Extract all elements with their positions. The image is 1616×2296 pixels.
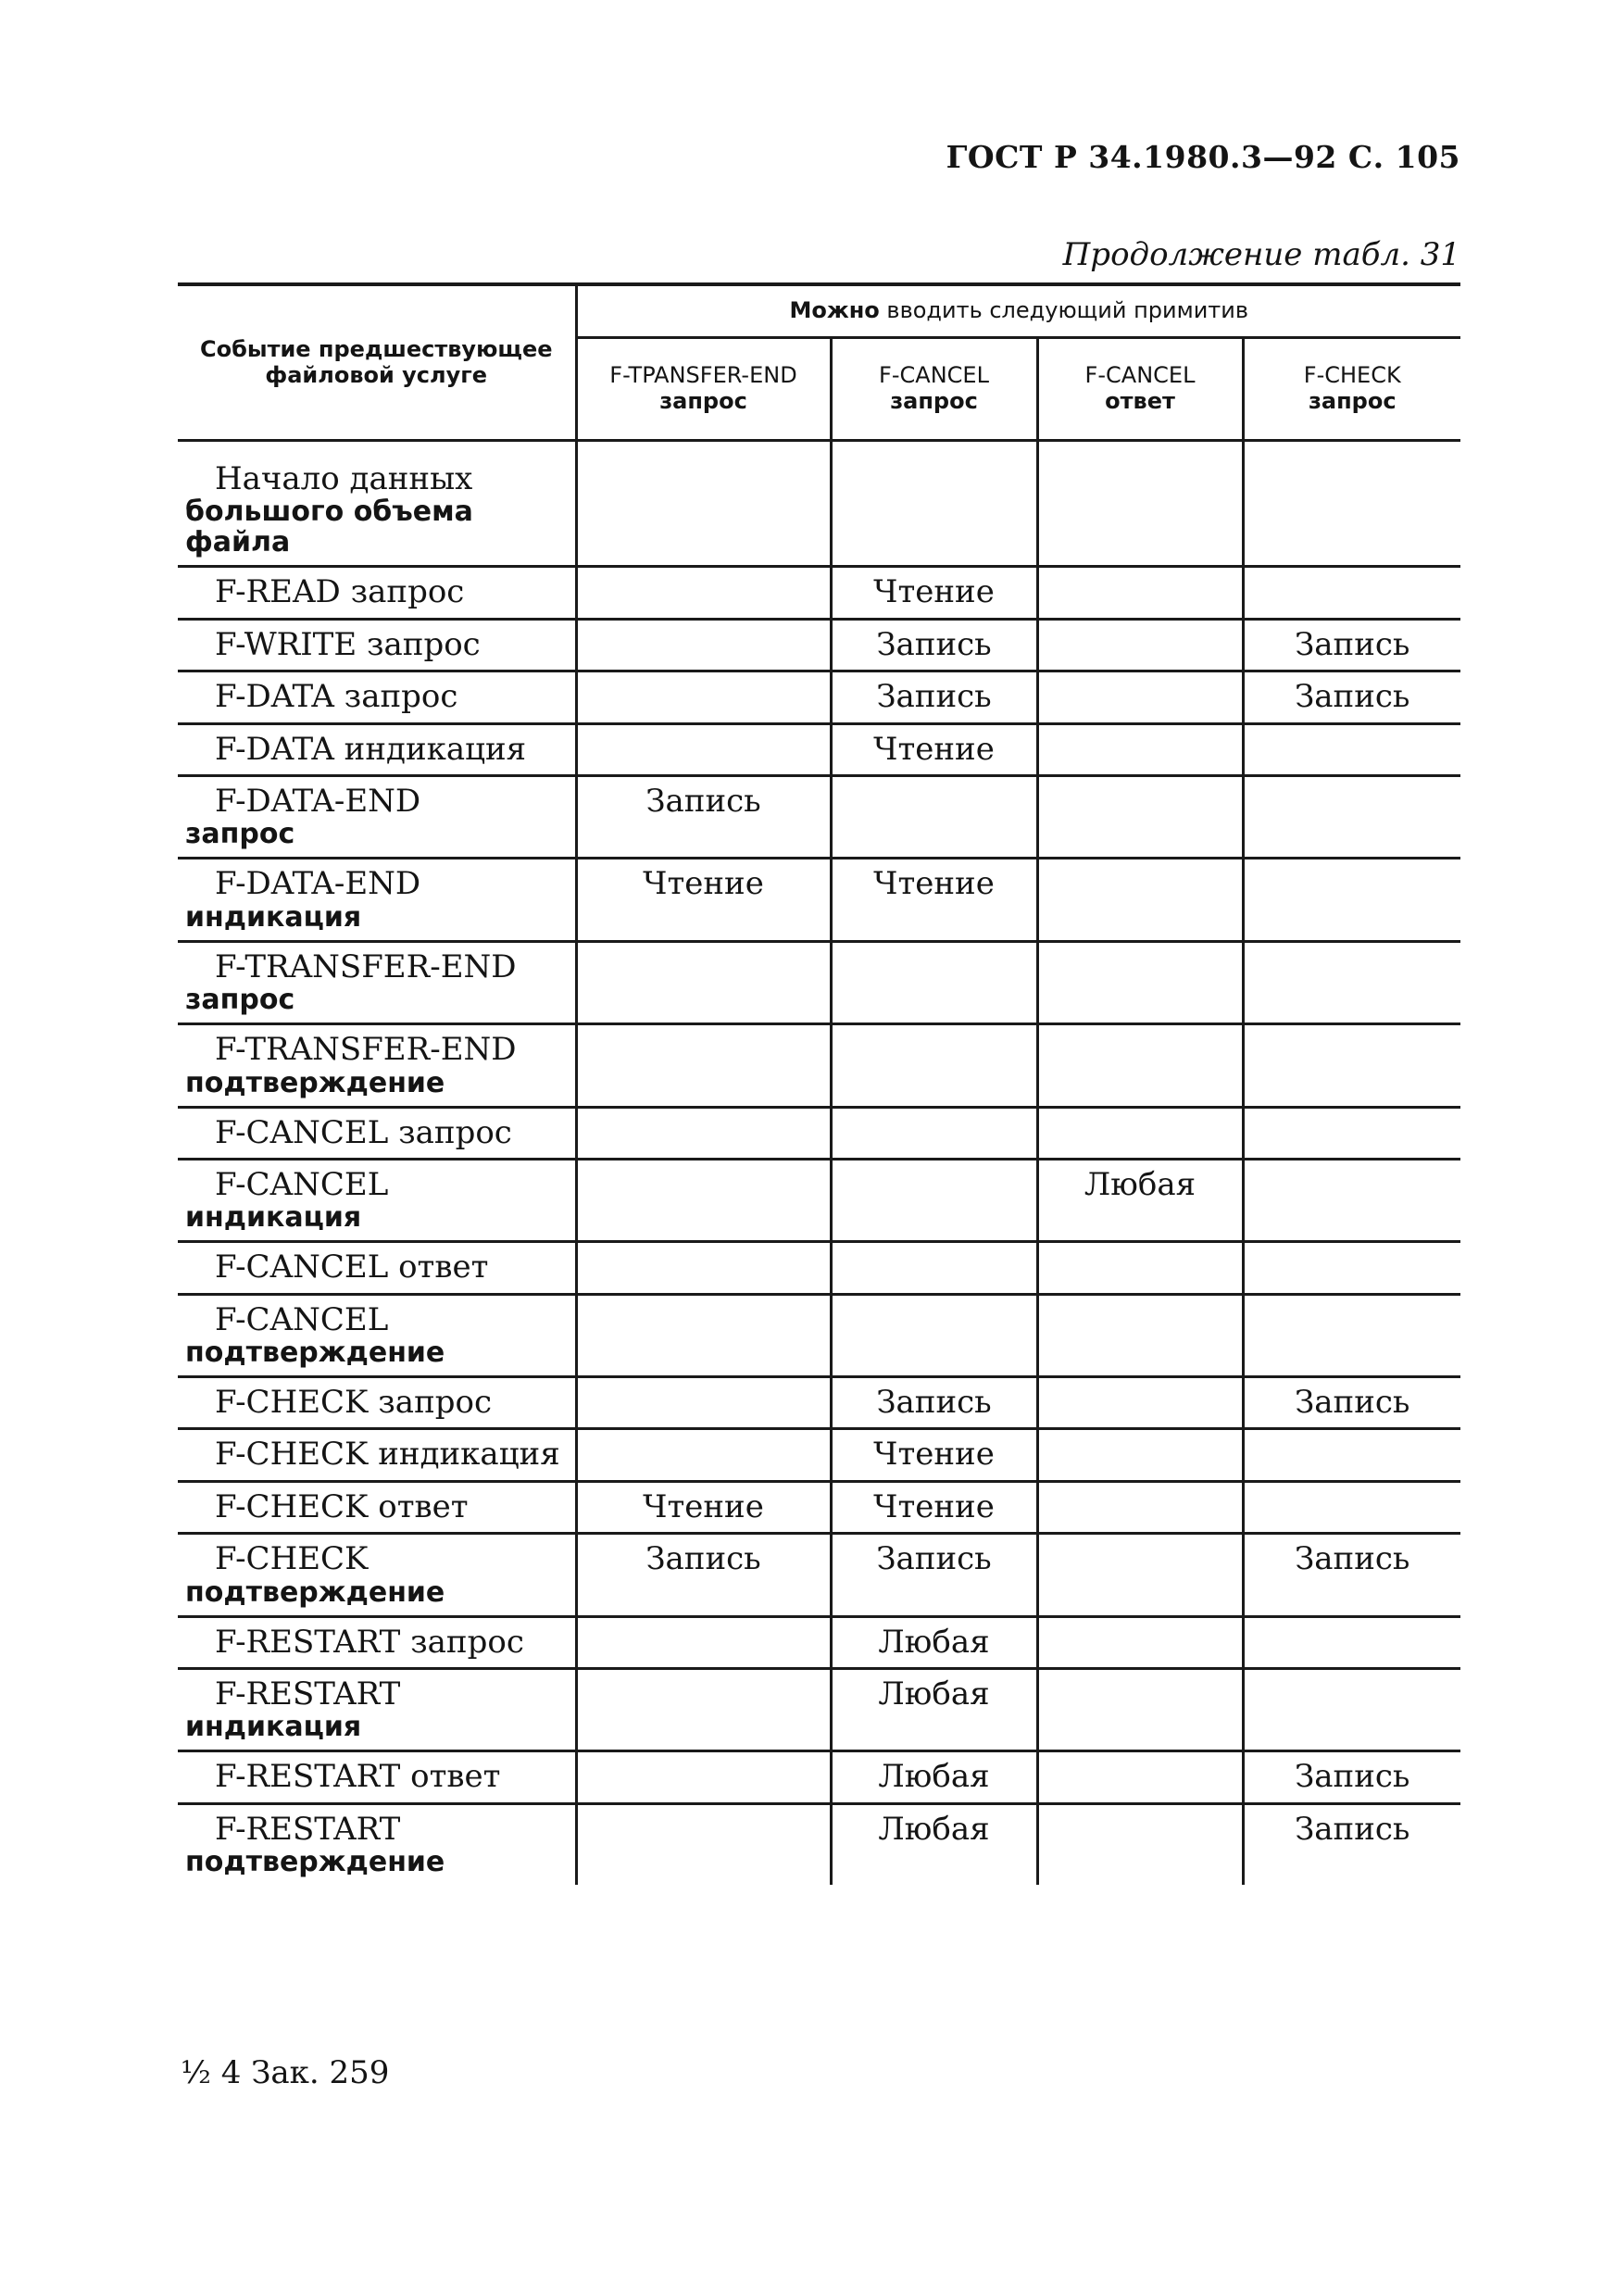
event-line2: индикация — [185, 900, 362, 934]
value-cell — [831, 1294, 1037, 1376]
table-row — [178, 1159, 1460, 1241]
table-row — [178, 723, 1460, 775]
value-cell — [831, 1242, 1037, 1294]
value-cell — [831, 941, 1037, 1023]
footer-note: ½ 4 Зак. 259 — [181, 2054, 390, 2091]
value-cell — [1243, 567, 1460, 619]
event-line1: F-DATA-END — [215, 865, 421, 903]
value-cell — [1243, 1159, 1460, 1241]
table-row — [178, 1751, 1460, 1803]
value-cell — [576, 1803, 831, 1885]
value-cell — [1243, 1616, 1460, 1668]
value-cell: Чтение — [831, 859, 1037, 941]
column-header — [831, 338, 1037, 441]
value-cell — [576, 1294, 831, 1376]
event-line1: F-DATA индикация — [215, 730, 527, 768]
event-line2: запрос — [185, 818, 295, 851]
table-row — [178, 1377, 1460, 1429]
group-header-lead: Можно — [789, 297, 880, 324]
column-header-line1: F-TPANSFER-END — [609, 362, 797, 389]
table-row — [178, 1024, 1460, 1107]
value-cell: Любая — [1037, 1159, 1243, 1241]
table-row — [178, 619, 1460, 671]
value-cell — [576, 455, 831, 567]
value-cell: Запись — [1243, 1377, 1460, 1429]
value-cell — [831, 455, 1037, 567]
event-cell — [178, 1429, 576, 1481]
table-row — [178, 775, 1460, 858]
event-line2: подтверждение — [185, 1575, 445, 1609]
value-cell: Чтение — [831, 1429, 1037, 1481]
value-cell — [1243, 723, 1460, 775]
table-row — [178, 941, 1460, 1023]
value-cell: Запись — [1243, 1534, 1460, 1616]
value-cell — [1037, 1669, 1243, 1751]
event-cell — [178, 859, 576, 941]
event-line1: F-CANCEL запрос — [215, 1113, 512, 1151]
value-cell — [1243, 1669, 1460, 1751]
value-cell — [831, 1159, 1037, 1241]
primitives-table — [178, 282, 1460, 1885]
value-cell — [1037, 1377, 1243, 1429]
value-cell — [576, 671, 831, 723]
value-cell: Чтение — [831, 1481, 1037, 1533]
table-row — [178, 1616, 1460, 1668]
event-cell — [178, 1024, 576, 1107]
event-line2: большого объема файла — [185, 496, 473, 559]
column-header-line2: запрос — [1308, 388, 1397, 414]
value-cell — [1243, 1242, 1460, 1294]
event-line1: F-CANCEL ответ — [215, 1248, 489, 1286]
event-line2: индикация — [185, 1201, 362, 1235]
event-line1: F-TRANSFER-END — [215, 1031, 517, 1069]
table-row — [178, 1429, 1460, 1481]
event-cell — [178, 455, 576, 567]
event-cell — [178, 1669, 576, 1751]
value-cell: Запись — [831, 671, 1037, 723]
column-header-line1: F-CANCEL — [1084, 362, 1196, 389]
event-cell — [178, 619, 576, 671]
value-cell — [1037, 1751, 1243, 1803]
event-cell — [178, 1616, 576, 1668]
table-row — [178, 455, 1460, 567]
value-cell: Запись — [1243, 671, 1460, 723]
table-row — [178, 1294, 1460, 1376]
event-cell — [178, 1751, 576, 1803]
value-cell: Запись — [831, 1534, 1037, 1616]
value-cell — [1037, 619, 1243, 671]
value-cell — [1243, 775, 1460, 858]
value-cell: Чтение — [831, 723, 1037, 775]
value-cell — [576, 1751, 831, 1803]
event-cell — [178, 567, 576, 619]
value-cell — [1037, 671, 1243, 723]
value-cell — [831, 775, 1037, 858]
value-cell — [1037, 859, 1243, 941]
event-cell — [178, 1377, 576, 1429]
value-cell — [576, 567, 831, 619]
value-cell — [831, 1024, 1037, 1107]
value-cell — [1243, 1294, 1460, 1376]
table-caption: Продолжение табл. 31 — [1062, 236, 1460, 273]
table-row — [178, 1803, 1460, 1885]
event-line1: F-RESTART — [215, 1810, 401, 1848]
table-row — [178, 1669, 1460, 1751]
event-line1: F-CHECK ответ — [215, 1487, 469, 1525]
event-line1: F-CHECK индикация — [215, 1436, 560, 1474]
value-cell: Запись — [576, 1534, 831, 1616]
event-cell — [178, 1159, 576, 1241]
value-cell — [1037, 1616, 1243, 1668]
value-cell: Запись — [1243, 619, 1460, 671]
table-row — [178, 671, 1460, 723]
column-header-line1: F-CHECK — [1303, 362, 1401, 389]
event-line1: F-RESTART ответ — [215, 1758, 501, 1796]
value-cell — [576, 1616, 831, 1668]
value-cell — [1037, 455, 1243, 567]
value-cell — [576, 1107, 831, 1159]
column-header-line2: запрос — [659, 388, 747, 414]
table-row — [178, 1534, 1460, 1616]
value-cell — [1037, 1534, 1243, 1616]
event-line1: F-CANCEL — [215, 1165, 389, 1203]
event-cell — [178, 1107, 576, 1159]
event-line2: подтверждение — [185, 1846, 445, 1879]
event-line1: F-DATA запрос — [215, 678, 458, 716]
value-cell: Любая — [831, 1751, 1037, 1803]
value-cell — [1037, 567, 1243, 619]
table-row — [178, 859, 1460, 941]
column-header-line2: запрос — [890, 388, 978, 414]
event-cell — [178, 671, 576, 723]
event-cell — [178, 723, 576, 775]
event-line1: F-RESTART — [215, 1675, 401, 1713]
value-cell — [1037, 723, 1243, 775]
value-cell: Запись — [831, 619, 1037, 671]
value-cell: Запись — [1243, 1803, 1460, 1885]
page-header: ГОСТ Р 34.1980.3—92 С. 105 — [946, 139, 1460, 175]
event-cell — [178, 941, 576, 1023]
event-line1: F-READ запрос — [215, 573, 465, 611]
event-line1: F-CHECK — [215, 1540, 369, 1578]
value-cell — [576, 619, 831, 671]
event-line1: F-CHECK запрос — [215, 1384, 493, 1422]
table-row — [178, 1242, 1460, 1294]
value-cell — [1243, 1107, 1460, 1159]
event-line1: Начало данных — [215, 460, 473, 497]
value-cell — [576, 1242, 831, 1294]
value-cell: Любая — [831, 1616, 1037, 1668]
value-cell — [1037, 1024, 1243, 1107]
value-cell — [1243, 859, 1460, 941]
value-cell — [576, 1429, 831, 1481]
value-cell — [1037, 1803, 1243, 1885]
event-cell — [178, 1534, 576, 1616]
event-line1: F-CANCEL — [215, 1300, 389, 1338]
value-cell — [576, 1159, 831, 1241]
value-cell — [1037, 1429, 1243, 1481]
value-cell — [831, 1107, 1037, 1159]
table-row — [178, 1107, 1460, 1159]
value-cell: Чтение — [831, 567, 1037, 619]
value-cell — [576, 1024, 831, 1107]
event-cell — [178, 1294, 576, 1376]
value-cell — [576, 723, 831, 775]
table-row — [178, 1481, 1460, 1533]
value-cell — [1037, 1242, 1243, 1294]
event-line1: F-WRITE запрос — [215, 625, 481, 663]
value-cell: Чтение — [576, 1481, 831, 1533]
column-header — [1037, 338, 1243, 441]
event-cell — [178, 1803, 576, 1885]
value-cell: Запись — [576, 775, 831, 858]
value-cell: Любая — [831, 1803, 1037, 1885]
table-row — [178, 567, 1460, 619]
column-header — [576, 338, 831, 441]
value-cell — [1037, 1294, 1243, 1376]
column-header — [1243, 338, 1460, 441]
column-header-line1: F-CANCEL — [879, 362, 989, 389]
event-cell — [178, 1481, 576, 1533]
column-header-line2: ответ — [1105, 388, 1175, 414]
event-line2: индикация — [185, 1711, 362, 1744]
value-cell: Любая — [831, 1669, 1037, 1751]
value-cell — [1243, 1024, 1460, 1107]
value-cell — [1037, 1481, 1243, 1533]
value-cell: Запись — [1243, 1751, 1460, 1803]
value-cell — [1037, 775, 1243, 858]
event-line1: F-TRANSFER-END — [215, 947, 517, 985]
event-cell — [178, 775, 576, 858]
event-cell — [178, 1242, 576, 1294]
event-line2: подтверждение — [185, 1336, 445, 1370]
value-cell — [1037, 941, 1243, 1023]
group-header-rest: вводить следующий примитив — [886, 297, 1249, 324]
event-line1: F-DATA-END — [215, 782, 421, 820]
event-column-header: Событие предшествующее файловой услуге — [178, 286, 576, 441]
value-cell — [1243, 455, 1460, 567]
value-cell — [1243, 1481, 1460, 1533]
value-cell — [1037, 1107, 1243, 1159]
event-line2: подтверждение — [185, 1066, 445, 1099]
value-cell: Запись — [831, 1377, 1037, 1429]
table-body — [178, 455, 1460, 1885]
event-line2: запрос — [185, 984, 295, 1017]
value-cell — [1243, 1429, 1460, 1481]
value-cell — [576, 941, 831, 1023]
primitive-group-header — [576, 286, 1460, 338]
event-line1: F-RESTART запрос — [215, 1623, 524, 1661]
value-cell — [1243, 941, 1460, 1023]
value-cell — [576, 1377, 831, 1429]
value-cell: Чтение — [576, 859, 831, 941]
value-cell — [576, 1669, 831, 1751]
